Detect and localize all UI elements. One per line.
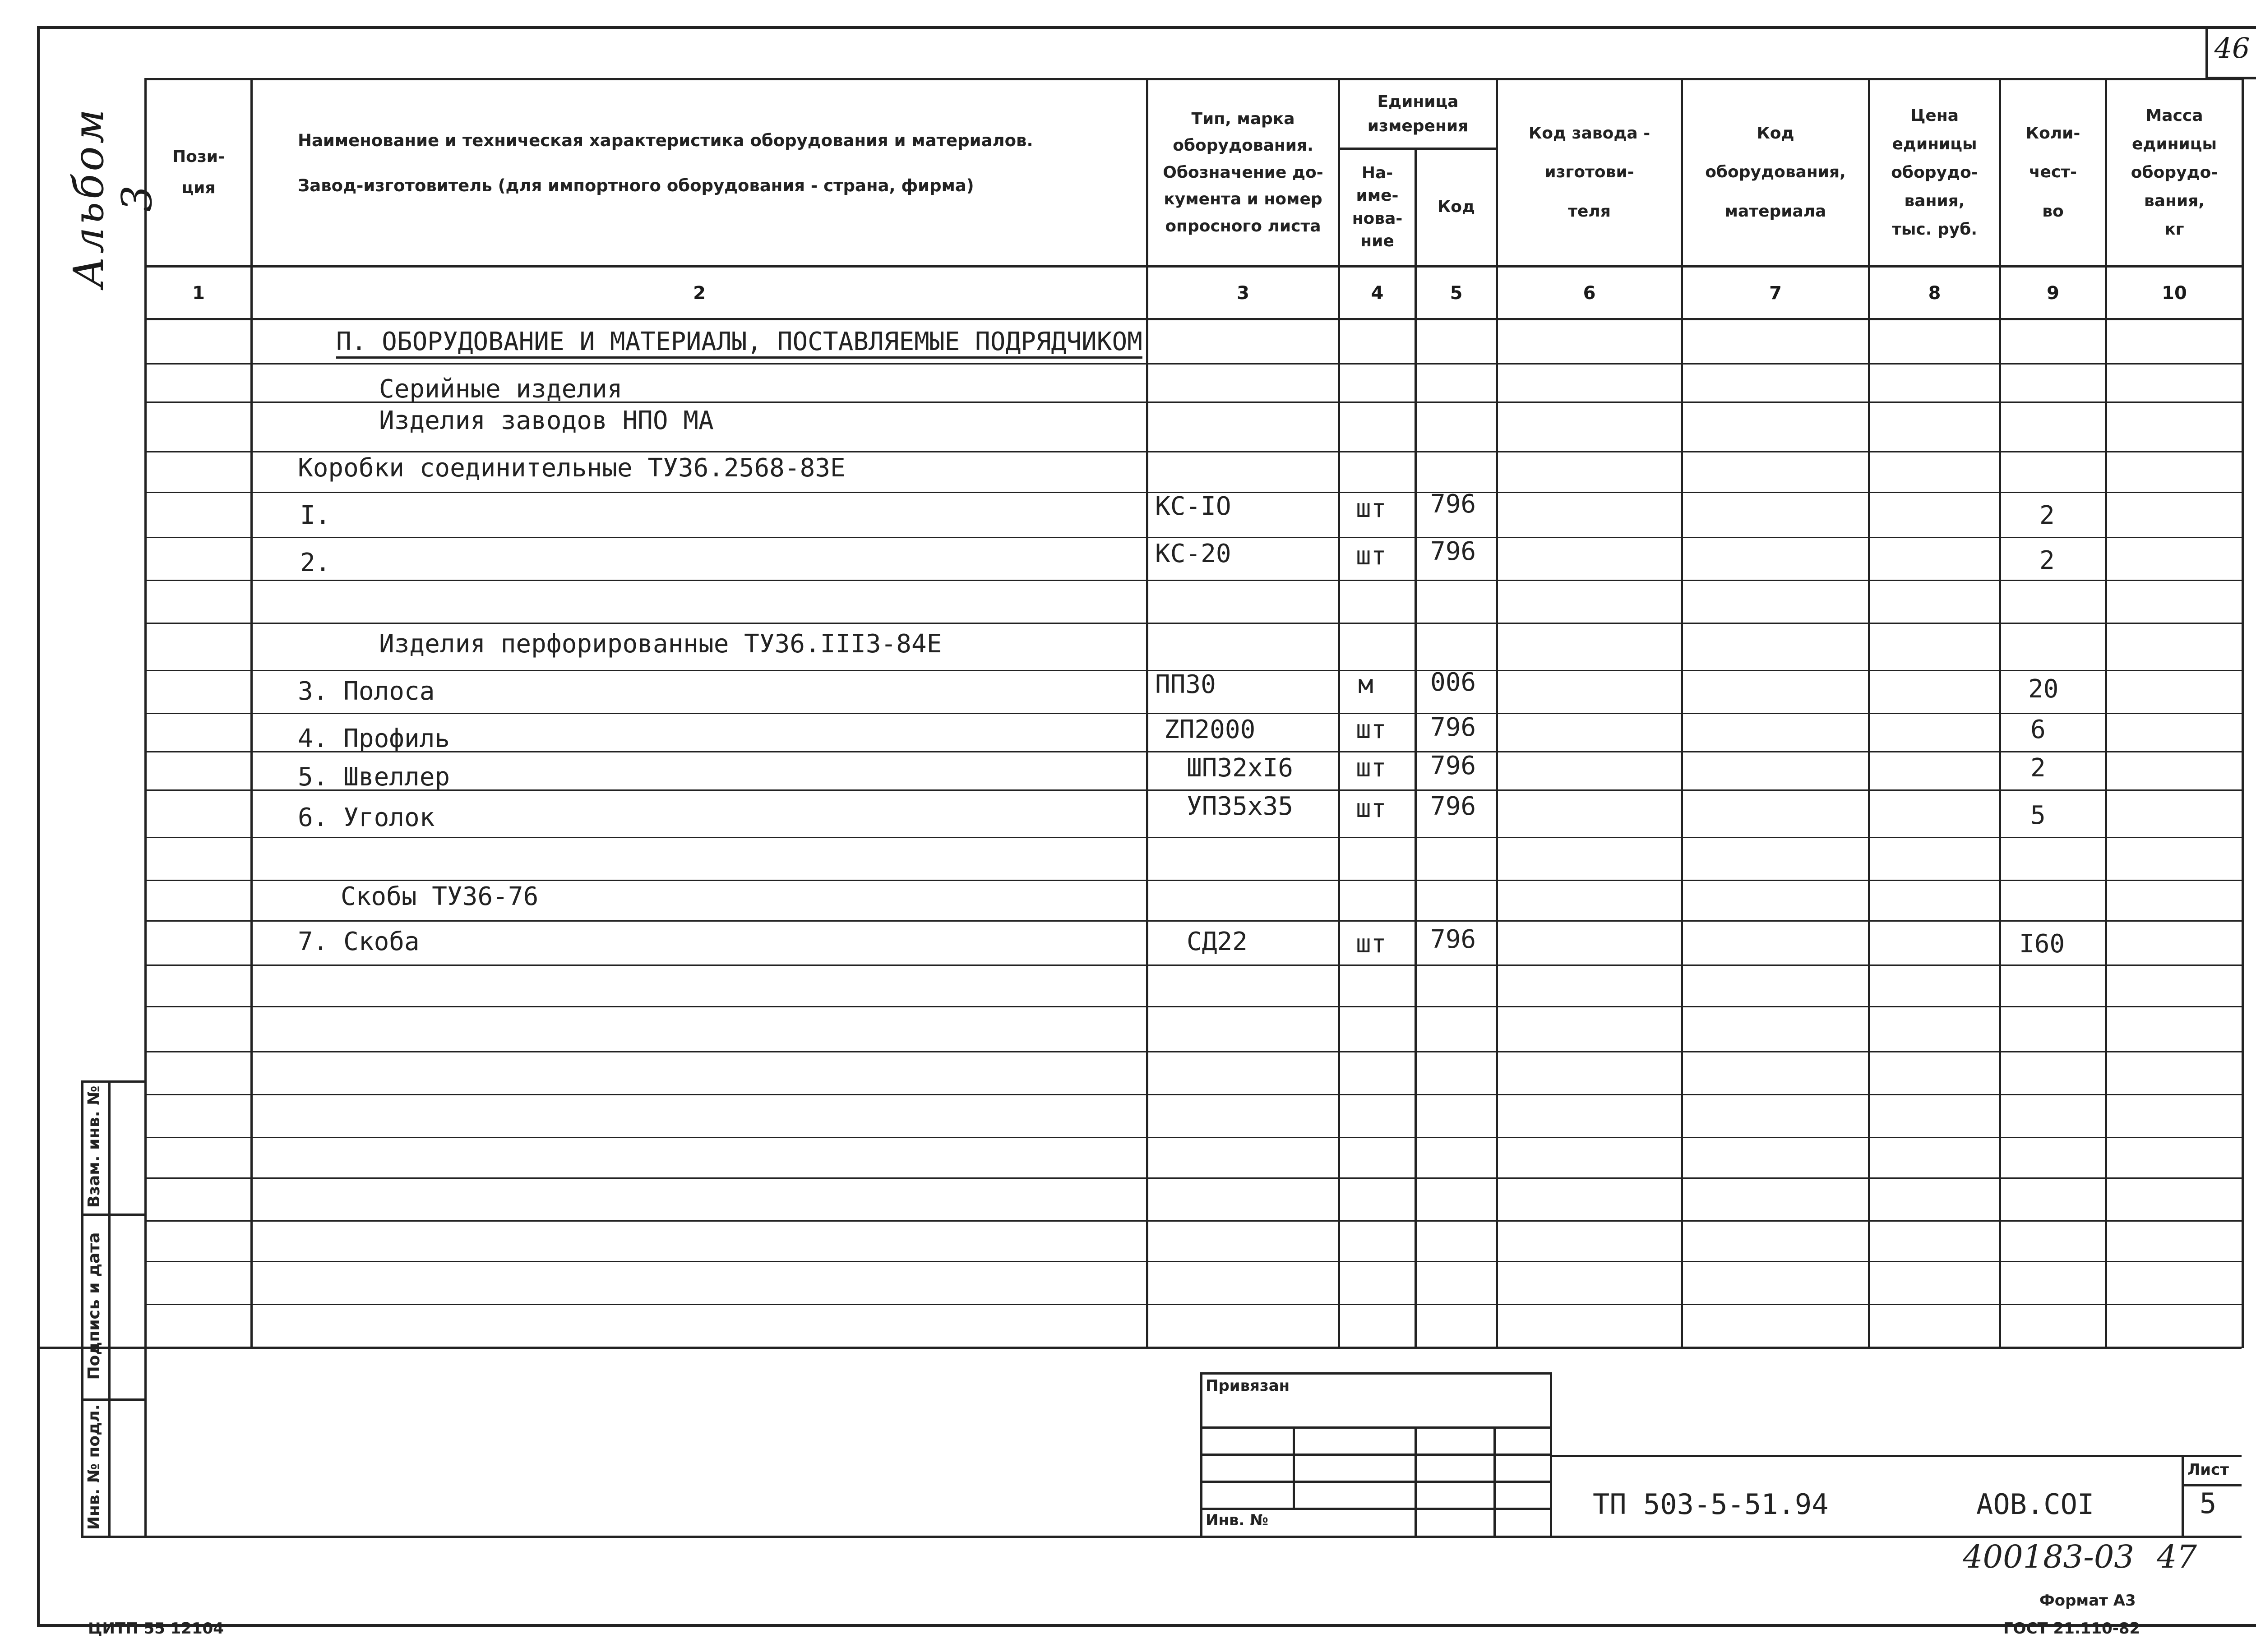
row-line <box>144 1177 2242 1179</box>
privyazan-left-line <box>1200 1372 1202 1537</box>
col-line-8 <box>1999 78 2001 1348</box>
row-line <box>144 1094 2242 1095</box>
header-position: Пози- ция <box>172 148 225 197</box>
row-line <box>144 920 2242 922</box>
item-6-unit: шт <box>1356 794 1387 823</box>
section-title: П. ОБОРУДОВАНИЕ И МАТЕРИАЛЫ, ПОСТАВЛЯЕМЫЕ ПОДРЯДЧИКОМ <box>336 327 1142 356</box>
item-4-qty: 6 <box>2030 715 2046 744</box>
item-7-code: 796 <box>1430 925 1476 954</box>
privyazan-top-line <box>1200 1372 1550 1375</box>
header-name-line2: Завод-изготовитель (для импортного оборудования - страна, фирма) <box>298 176 974 195</box>
privyazan-line-2 <box>1200 1454 1550 1456</box>
item-1-unit: шт <box>1356 494 1387 523</box>
side-stamp-inv-podl: Инв. № подл. <box>85 1404 103 1530</box>
group-boxes: Коробки соединительные ТУ36.2568-83Е <box>298 453 846 483</box>
row-line <box>144 580 2242 581</box>
header-bottom-line <box>144 265 2242 268</box>
row-line <box>144 1220 2242 1222</box>
item-5-unit: шт <box>1356 753 1387 783</box>
colnum-3: 3 <box>1237 283 1249 304</box>
privyazan-line-4 <box>1200 1508 1550 1510</box>
header-quantity: Коли- чест- во <box>2025 124 2080 221</box>
item-1-code: 796 <box>1430 489 1476 519</box>
row-line <box>144 363 2242 365</box>
stamp-privyazan: Привязан <box>1206 1377 1290 1395</box>
item-2-unit: шт <box>1356 541 1387 571</box>
item-6-type: УП35х35 <box>1187 792 1294 821</box>
item-3-code: 006 <box>1430 668 1476 697</box>
stamp-inv-no: Инв. № <box>1206 1511 1269 1529</box>
header-mass: Масса единицы оборудо- вания, кг <box>2131 106 2218 239</box>
item-4-name: 4. Профиль <box>298 724 450 753</box>
item-2-code: 796 <box>1430 537 1476 566</box>
item-5-name: 5. Швеллер <box>298 762 450 792</box>
item-3-type: ПП30 <box>1155 670 1216 699</box>
footer-format: Формат А3 <box>2039 1592 2136 1610</box>
col-line-7 <box>1868 78 1870 1348</box>
stamp-bottom-line <box>144 1536 2242 1538</box>
group-serial: Серийные изделия <box>379 374 623 404</box>
colnum-10: 10 <box>2162 283 2187 304</box>
table-top-line <box>144 78 2242 80</box>
row-line <box>144 751 2242 752</box>
row-line <box>144 623 2242 624</box>
stamp-mark: АОВ.СОI <box>1976 1488 2094 1521</box>
row-line <box>144 837 2242 838</box>
header-name-cell <box>253 81 1144 264</box>
colnum-6: 6 <box>1583 283 1596 304</box>
side-stamp-vzam: Взам. инв. № <box>85 1085 103 1208</box>
header-unit-group: Единица измерения <box>1367 92 1469 135</box>
header-price: Цена единицы оборудо- вания, тыс. руб. <box>1891 106 1978 239</box>
header-plant-code: Код завода - изготови- теля <box>1528 124 1650 221</box>
row-line <box>144 537 2242 538</box>
table-bottom-line <box>37 1347 2242 1349</box>
group-npo: Изделия заводов НПО МА <box>379 406 714 435</box>
privyazan-line-3 <box>1200 1481 1550 1483</box>
handwritten-code: 400183-03 <box>1963 1538 2134 1575</box>
item-5-code: 796 <box>1430 751 1476 780</box>
privyazan-vline-1 <box>1293 1426 1295 1508</box>
row-line <box>144 1137 2242 1138</box>
colnum-8: 8 <box>1928 283 1941 304</box>
footer-gost: ГОСТ 21.110-82 <box>2003 1620 2140 1638</box>
item-7-type: СД22 <box>1187 927 1248 956</box>
stamp-title-line <box>1550 1455 2242 1457</box>
row-line <box>144 1051 2242 1052</box>
row-line <box>144 1304 2242 1305</box>
item-5-type: ШП32хI6 <box>1187 753 1294 783</box>
header-type: Тип, марка оборудования. Обозначение до- кумента и номер опросного листа <box>1163 110 1323 235</box>
header-equipment-code: Код оборудования, материала <box>1705 124 1846 221</box>
item-7-unit: шт <box>1356 929 1387 959</box>
item-3-name: 3. Полоса <box>298 677 435 706</box>
album-label: Альбом 3 <box>65 106 161 288</box>
col-line-1 <box>250 78 253 1348</box>
row-line <box>144 964 2242 966</box>
item-3-qty: 20 <box>2028 674 2059 704</box>
item-3-unit: м <box>1358 670 1373 699</box>
item-1-name: I. <box>300 501 331 530</box>
item-7-qty: I60 <box>2019 929 2065 959</box>
header-unit-code: Код <box>1437 198 1475 217</box>
item-2-type: КС-20 <box>1155 539 1231 568</box>
item-5-qty: 2 <box>2030 753 2046 783</box>
item-1-qty: 2 <box>2039 501 2055 530</box>
col-line-4 <box>1415 148 1417 1348</box>
colnum-7: 7 <box>1769 283 1782 304</box>
item-2-qty: 2 <box>2039 546 2055 575</box>
item-2-name: 2. <box>300 548 331 577</box>
item-4-unit: шт <box>1356 715 1387 744</box>
row-line <box>144 1261 2242 1262</box>
side-stamp-podpis: Подпись и дата <box>85 1232 103 1380</box>
colnum-1: 1 <box>192 283 205 304</box>
row-line <box>144 880 2242 881</box>
row-line <box>144 713 2242 714</box>
item-6-name: 6. Уголок <box>298 803 435 832</box>
privyazan-vline-2 <box>1415 1426 1417 1537</box>
sheet-label-line <box>2182 1484 2242 1486</box>
stamp-sheet-number: 5 <box>2200 1487 2217 1520</box>
col-line-3 <box>1338 78 1340 1348</box>
col-line-2 <box>1146 78 1148 1348</box>
group-perforated: Изделия перфорированные ТУ36.III3-84Е <box>379 629 942 659</box>
footer-left: ЦИТП 55 12104 <box>88 1620 224 1638</box>
item-6-qty: 5 <box>2030 801 2046 830</box>
item-6-code: 796 <box>1430 792 1476 821</box>
privyazan-right-line <box>1550 1372 1552 1537</box>
item-4-code: 796 <box>1430 713 1476 742</box>
col-line-right <box>2242 78 2244 1348</box>
stamp-sheet-label: Лист <box>2187 1461 2229 1479</box>
side-stamp-left-line <box>81 1080 83 1537</box>
side-stamp-mid-line <box>108 1080 111 1537</box>
group-brackets: Скобы ТУ36-76 <box>341 882 539 911</box>
handwritten-number: 47 <box>2157 1538 2197 1575</box>
col-line-9 <box>2105 78 2107 1348</box>
col-line-5 <box>1496 78 1498 1348</box>
header-unit-name: На- име- нова- ние <box>1352 163 1403 250</box>
colnum-5: 5 <box>1450 283 1463 304</box>
colnum-bottom-line <box>144 318 2242 320</box>
privyazan-line-1 <box>1200 1426 1550 1429</box>
colnum-4: 4 <box>1371 283 1384 304</box>
sheet-left-line <box>2182 1455 2184 1537</box>
row-line <box>144 789 2242 791</box>
colnum-9: 9 <box>2047 283 2059 304</box>
colnum-2: 2 <box>693 283 706 304</box>
row-line <box>144 1006 2242 1007</box>
page-number: 46 <box>2214 32 2250 65</box>
item-7-name: 7. Скоба <box>298 927 420 956</box>
row-line <box>144 451 2242 452</box>
header-name-line1: Наименование и техническая характеристика оборудования и материалов. <box>298 131 1033 150</box>
col-line-6 <box>1681 78 1683 1348</box>
stamp-doc-code: ТП 503-5-51.94 <box>1593 1488 1829 1521</box>
item-1-type: КС-IO <box>1155 492 1231 521</box>
item-4-type: ZП2000 <box>1164 715 1256 744</box>
privyazan-vline-3 <box>1493 1426 1496 1537</box>
